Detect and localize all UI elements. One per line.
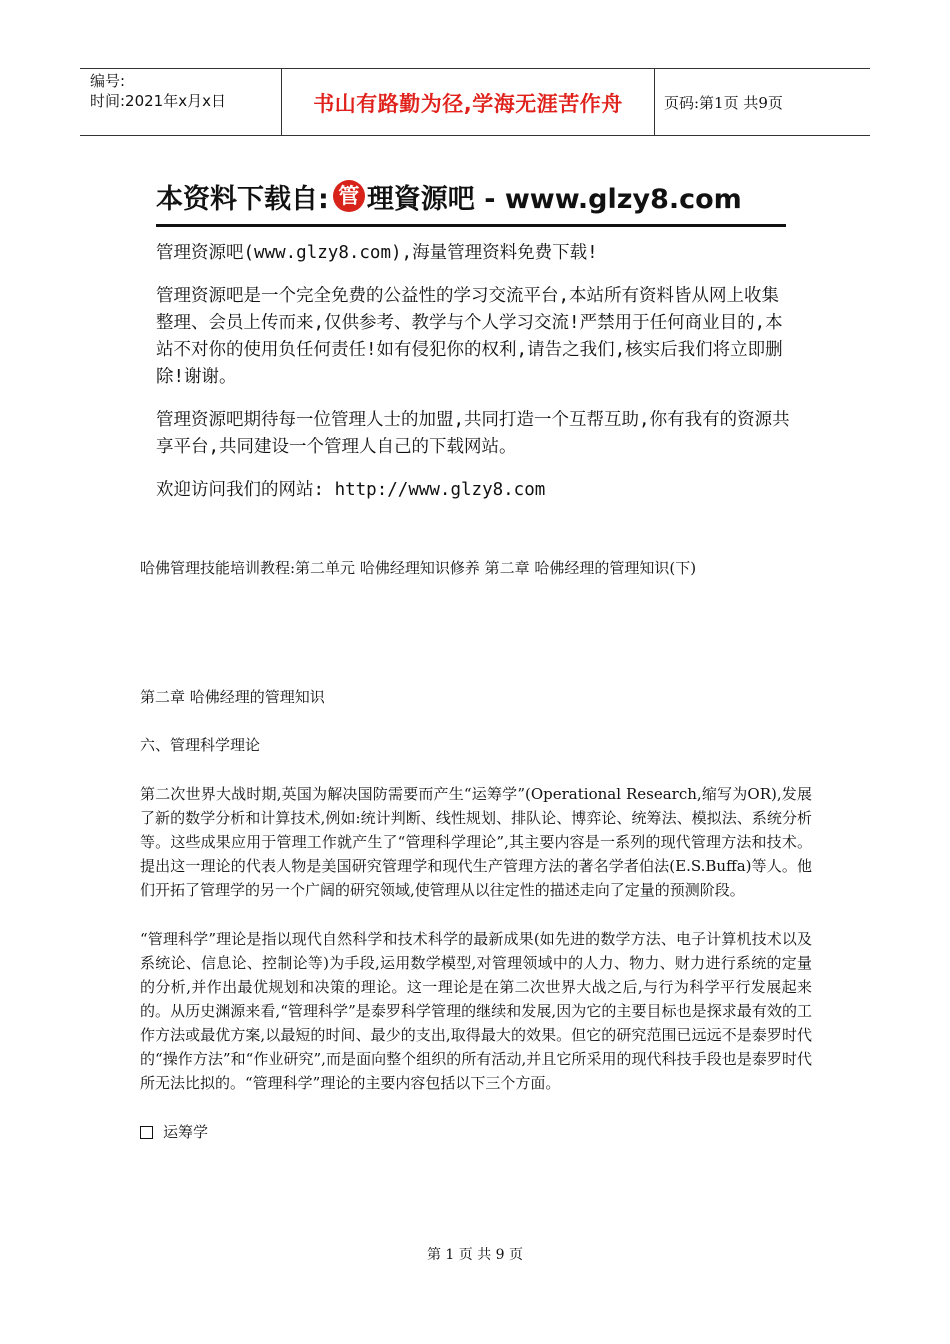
header-page-code: 页码:第1页 共9页	[664, 94, 783, 112]
list-item-label: 运筹学	[163, 1123, 209, 1141]
banner-title	[156, 174, 742, 218]
banner-paragraph: 管理资源吧(www.glzy8.com),海量管理资料免费下载!	[156, 243, 598, 263]
body-paragraph: “管理科学”理论是指以现代自然科学和技术科学的最新成果(如先进的数学方法、电子计算机技术以及系统论、信息论、控制论等)为手段,运用数学模型,对管理领域中的人力、物力、财力进行系统的定量的分析,并作出最优规划和决策的理论。这一理论是在第二次世界大战之后,与行为科学平行发展起来的。从历史渊源来看,“管理科学”是泰罗科学管理的继续和发展,因为它的主要目标也是探求最有效的工作方法或最优方案,以最短的时间、最少的支出,取得最大的效果。但它的研究范围已远远不是泰罗时代的“操作方法”和“作业研究”,而是面向整个组织的所有活动,并且它所采用的现代科技手段也是泰罗时代所无法比拟的。“管理科学”理论的主要内容包括以下三个方面。	[140, 930, 812, 1092]
download-banner	[150, 160, 800, 530]
page-footer: 第 1 页 共 9 页	[426, 1247, 524, 1263]
banner-divider	[156, 224, 786, 227]
header-motto: 书山有路勤为径,学海无涯苦作舟	[313, 91, 623, 116]
document-subtitle: 哈佛管理技能培训教程:第二单元 哈佛经理知识修养 第二章 哈佛经理的管理知识(下)	[140, 559, 697, 577]
logo-icon: 管	[333, 180, 365, 212]
time-label: 时间:2021年x月x日	[90, 92, 226, 110]
banner-paragraph: 管理资源吧是一个完全免费的公益性的学习交流平台,本站所有资料皆从网上收集整理、会员上传而来,仅供参考、教学与个人学习交流!严禁用于任何商业目的,本站不对你的使用负任何责任!如有侵犯你的权利,请告之我们,核实后我们将立即删除!谢谢。	[156, 286, 783, 387]
body-paragraph: 第二次世界大战时期,英国为解决国防需要而产生“运筹学”(Operational Research,缩写为OR),发展了新的数学分析和计算技术,例如:统计判断、线性规划、排队论、博弈论、统筹法、模拟法、系统分析等。这些成果应用于管理工作就产生了“管理科学理论”,其主要内容是一系列的现代管理方法和技术。提出这一理论的代表人物是美国研究管理学和现代生产管理方法的著名学者伯法(E.S.Buffa)等人。他们开拓了管理学的另一个广阔的研究领域,使管理从以往定性的描述走向了定量的预测阶段。	[140, 785, 812, 899]
checkbox-icon	[140, 1126, 153, 1139]
banner-paragraph: 管理资源吧期待每一位管理人士的加盟,共同打造一个互帮互助,你有我有的资源共享平台,共同建设一个管理人自己的下载网站。	[156, 410, 790, 457]
document-body	[140, 556, 812, 1144]
header-meta	[90, 71, 280, 111]
header-table	[80, 68, 870, 136]
number-label: 编号:	[90, 72, 126, 90]
banner-paragraph: 欢迎访问我们的网站: http://www.glzy8.com	[156, 480, 546, 500]
chapter-heading: 第二章 哈佛经理的管理知识	[140, 688, 325, 706]
section-heading: 六、管理科学理论	[140, 736, 261, 754]
header-divider	[654, 69, 655, 136]
banner-body	[156, 240, 796, 520]
list-item	[140, 1120, 812, 1144]
banner-title-suffix: 理資源吧 - www.glzy8.com	[366, 183, 742, 215]
banner-title-prefix: 本资料下载自:	[156, 183, 329, 215]
